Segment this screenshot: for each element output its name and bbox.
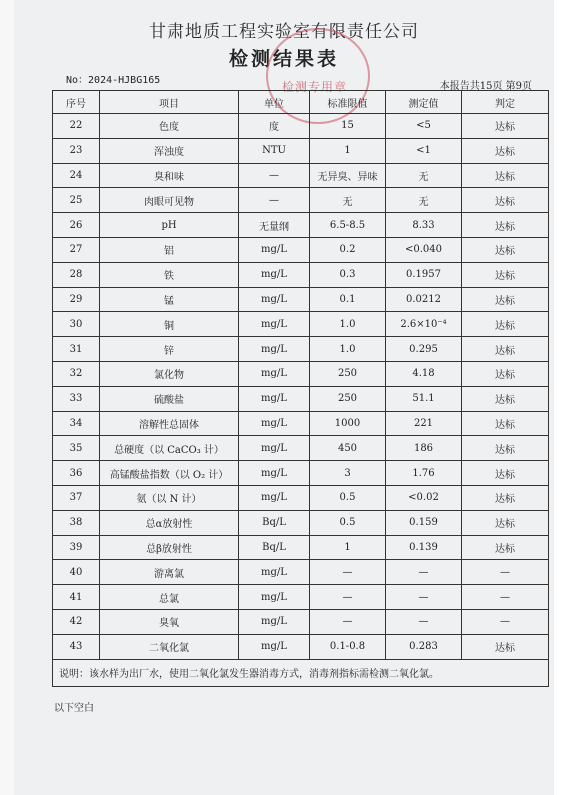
report-number: No：2024-HJBG165: [66, 75, 161, 86]
item-name-cell: 臭和味: [100, 163, 239, 188]
row-number-cell: 32: [53, 361, 100, 386]
standard-limit-cell: —: [310, 609, 386, 634]
measured-value-cell: 0.1957: [386, 262, 462, 287]
standard-limit-cell: 1000: [310, 411, 386, 436]
column-header-no: 序号: [53, 91, 100, 114]
row-number-cell: 39: [53, 535, 100, 560]
row-number-cell: 40: [53, 560, 100, 585]
judgement-cell: —: [462, 585, 549, 610]
organization-name: 甘肃地质工程实验室有限责任公司: [149, 22, 419, 42]
measured-value-cell: <1: [386, 138, 462, 163]
table-row: [53, 188, 549, 213]
item-name-cell: 高锰酸盐指数（以 O₂ 计）: [100, 461, 239, 486]
item-name-cell: 溶解性总固体: [100, 411, 239, 436]
unit-cell: mg/L: [239, 337, 310, 362]
judgement-cell: —: [462, 609, 549, 634]
column-header-limit: 标准限值: [310, 91, 386, 114]
table-header-row: [53, 91, 549, 114]
item-name-cell: 氯化物: [100, 361, 239, 386]
measured-value-cell: <0.040: [386, 237, 462, 262]
standard-limit-cell: 无异臭、异味: [310, 163, 386, 188]
standard-limit-cell: 0.2: [310, 237, 386, 262]
unit-cell: mg/L: [239, 560, 310, 585]
note-text: 说明：该水样为出厂水，使用二氧化氯发生器消毒方式，消毒剂指标需检测二氧化氯。: [53, 659, 549, 686]
unit-cell: mg/L: [239, 609, 310, 634]
standard-limit-cell: 6.5-8.5: [310, 213, 386, 238]
row-number-cell: 24: [53, 163, 100, 188]
item-name-cell: 锌: [100, 337, 239, 362]
measured-value-cell: 0.0212: [386, 287, 462, 312]
measured-value-cell: 1.76: [386, 461, 462, 486]
unit-cell: mg/L: [239, 237, 310, 262]
document-title: 检测结果表: [228, 48, 339, 70]
standard-limit-cell: 3: [310, 461, 386, 486]
item-name-cell: 总硬度（以 CaCO₃ 计）: [100, 436, 239, 461]
item-name-cell: 浑浊度: [100, 138, 239, 163]
table-row: [53, 461, 549, 486]
table-row: [53, 237, 549, 262]
standard-limit-cell: 15: [310, 114, 386, 139]
measured-value-cell: 无: [386, 188, 462, 213]
standard-limit-cell: 250: [310, 361, 386, 386]
table-row: [53, 337, 549, 362]
judgement-cell: 达标: [462, 287, 549, 312]
item-name-cell: 铁: [100, 262, 239, 287]
unit-cell: mg/L: [239, 485, 310, 510]
row-number-cell: 36: [53, 461, 100, 486]
judgement-cell: 达标: [462, 485, 549, 510]
row-number-cell: 26: [53, 213, 100, 238]
unit-cell: mg/L: [239, 436, 310, 461]
unit-cell: —: [239, 163, 310, 188]
judgement-cell: 达标: [462, 138, 549, 163]
measured-value-cell: 0.295: [386, 337, 462, 362]
column-header-result: 判定: [462, 91, 549, 114]
measured-value-cell: 0.283: [386, 634, 462, 659]
page-edge: [0, 0, 14, 795]
standard-limit-cell: 0.5: [310, 510, 386, 535]
row-number-cell: 38: [53, 510, 100, 535]
judgement-cell: 达标: [462, 634, 549, 659]
table-row: [53, 386, 549, 411]
column-header-item: 项目: [100, 91, 239, 114]
judgement-cell: 达标: [462, 163, 549, 188]
item-name-cell: 铝: [100, 237, 239, 262]
standard-limit-cell: 1: [310, 535, 386, 560]
unit-cell: mg/L: [239, 386, 310, 411]
row-number-cell: 34: [53, 411, 100, 436]
table-row: [53, 609, 549, 634]
table-row: [53, 585, 549, 610]
table-row: [53, 312, 549, 337]
measured-value-cell: 4.18: [386, 361, 462, 386]
note-row: [53, 659, 549, 686]
row-number-cell: 35: [53, 436, 100, 461]
table-row: [53, 485, 549, 510]
measured-value-cell: —: [386, 560, 462, 585]
row-number-cell: 23: [53, 138, 100, 163]
measured-value-cell: 2.6×10⁻⁴: [386, 312, 462, 337]
row-number-cell: 42: [53, 609, 100, 634]
judgement-cell: 达标: [462, 237, 549, 262]
stamp-label: 检测专用章: [282, 80, 348, 94]
item-name-cell: 硫酸盐: [100, 386, 239, 411]
unit-cell: mg/L: [239, 461, 310, 486]
unit-cell: Bq/L: [239, 510, 310, 535]
row-number-cell: 43: [53, 634, 100, 659]
table-body: [53, 114, 549, 660]
unit-cell: NTU: [239, 138, 310, 163]
row-number-cell: 37: [53, 485, 100, 510]
unit-cell: mg/L: [239, 585, 310, 610]
judgement-cell: 达标: [462, 436, 549, 461]
judgement-cell: 达标: [462, 386, 549, 411]
table-row: [53, 510, 549, 535]
table-row: [53, 535, 549, 560]
footer-blank-note: 以下空白: [54, 703, 94, 714]
unit-cell: 度: [239, 114, 310, 139]
measured-value-cell: 221: [386, 411, 462, 436]
measured-value-cell: 无: [386, 163, 462, 188]
standard-limit-cell: —: [310, 585, 386, 610]
item-name-cell: pH: [100, 213, 239, 238]
measured-value-cell: 186: [386, 436, 462, 461]
table-row: [53, 287, 549, 312]
unit-cell: mg/L: [239, 361, 310, 386]
standard-limit-cell: 0.3: [310, 262, 386, 287]
column-header-value: 测定值: [386, 91, 462, 114]
measured-value-cell: 0.159: [386, 510, 462, 535]
standard-limit-cell: 1: [310, 138, 386, 163]
item-name-cell: 氨（以 N 计）: [100, 485, 239, 510]
unit-cell: 无量纲: [239, 213, 310, 238]
item-name-cell: 总α放射性: [100, 510, 239, 535]
judgement-cell: —: [462, 560, 549, 585]
judgement-cell: 达标: [462, 312, 549, 337]
page-info: 本报告共15页 第9页: [439, 81, 532, 92]
item-name-cell: 肉眼可见物: [100, 188, 239, 213]
standard-limit-cell: 1.0: [310, 337, 386, 362]
table-row: [53, 262, 549, 287]
item-name-cell: 锰: [100, 287, 239, 312]
table-row: [53, 361, 549, 386]
measured-value-cell: <0.02: [386, 485, 462, 510]
item-name-cell: 游离氯: [100, 560, 239, 585]
unit-cell: mg/L: [239, 262, 310, 287]
measured-value-cell: —: [386, 585, 462, 610]
row-number-cell: 33: [53, 386, 100, 411]
table-row: [53, 634, 549, 659]
judgement-cell: 达标: [462, 188, 549, 213]
item-name-cell: 总氯: [100, 585, 239, 610]
table-row: [53, 436, 549, 461]
unit-cell: —: [239, 188, 310, 213]
standard-limit-cell: 250: [310, 386, 386, 411]
judgement-cell: 达标: [462, 114, 549, 139]
measured-value-cell: 51.1: [386, 386, 462, 411]
row-number-cell: 29: [53, 287, 100, 312]
item-name-cell: 铜: [100, 312, 239, 337]
judgement-cell: 达标: [462, 213, 549, 238]
judgement-cell: 达标: [462, 411, 549, 436]
judgement-cell: 达标: [462, 535, 549, 560]
measured-value-cell: 0.139: [386, 535, 462, 560]
row-number-cell: 30: [53, 312, 100, 337]
item-name-cell: 二氧化氯: [100, 634, 239, 659]
measured-value-cell: <5: [386, 114, 462, 139]
row-number-cell: 27: [53, 237, 100, 262]
standard-limit-cell: 450: [310, 436, 386, 461]
unit-cell: Bq/L: [239, 535, 310, 560]
row-number-cell: 25: [53, 188, 100, 213]
standard-limit-cell: —: [310, 560, 386, 585]
item-name-cell: 总β放射性: [100, 535, 239, 560]
unit-cell: mg/L: [239, 312, 310, 337]
row-number-cell: 22: [53, 114, 100, 139]
table-row: [53, 114, 549, 139]
unit-cell: mg/L: [239, 411, 310, 436]
table-row: [53, 163, 549, 188]
standard-limit-cell: 0.5: [310, 485, 386, 510]
judgement-cell: 达标: [462, 510, 549, 535]
item-name-cell: 色度: [100, 114, 239, 139]
standard-limit-cell: 0.1: [310, 287, 386, 312]
standard-limit-cell: 无: [310, 188, 386, 213]
judgement-cell: 达标: [462, 262, 549, 287]
standard-limit-cell: 1.0: [310, 312, 386, 337]
measured-value-cell: —: [386, 609, 462, 634]
row-number-cell: 31: [53, 337, 100, 362]
table-row: [53, 411, 549, 436]
judgement-cell: 达标: [462, 361, 549, 386]
row-number-cell: 41: [53, 585, 100, 610]
unit-cell: mg/L: [239, 634, 310, 659]
column-header-unit: 单位: [239, 91, 310, 114]
item-name-cell: 臭氧: [100, 609, 239, 634]
table-row: [53, 138, 549, 163]
results-table: [52, 90, 549, 687]
judgement-cell: 达标: [462, 461, 549, 486]
standard-limit-cell: 0.1-0.8: [310, 634, 386, 659]
table-row: [53, 213, 549, 238]
unit-cell: mg/L: [239, 287, 310, 312]
measured-value-cell: 8.33: [386, 213, 462, 238]
table-row: [53, 560, 549, 585]
row-number-cell: 28: [53, 262, 100, 287]
judgement-cell: 达标: [462, 337, 549, 362]
